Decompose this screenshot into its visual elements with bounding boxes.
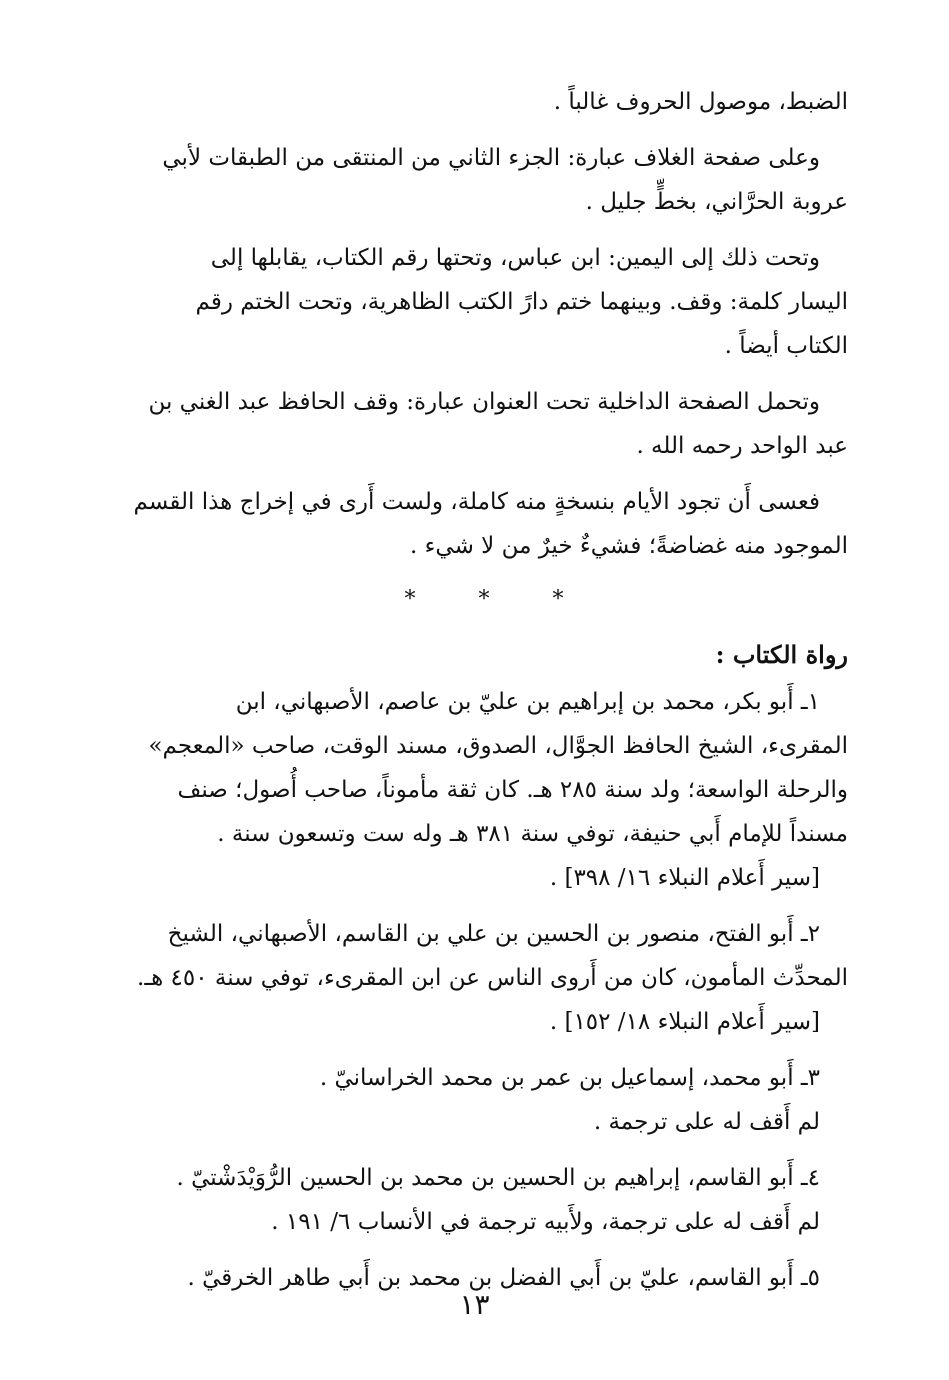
narrator-entry-3 (148, 1056, 848, 1144)
paragraph-1 (148, 80, 848, 124)
narrator-entry-4 (148, 1156, 848, 1244)
narrator-entry-2 (137, 912, 848, 1044)
text-line: اليسار كلمة: وقف. وبينهما ختم دارً الكتب الظاهرية، وتحت الختم رقم (195, 289, 848, 315)
text-line: ٢ـ أَبو الفتح، منصور بن الحسين بن علي بن القاسم، الأصبهاني، الشيخ (167, 921, 820, 947)
text-line: الضبط، موصول الحروف غالباً . (553, 89, 848, 115)
text-line: مسنداً للإمام أَبي حنيفة، توفي سنة ٣٨١ هـ وله ست وتسعون سنة . (217, 821, 848, 847)
text-line: والرحلة الواسعة؛ ولد سنة ٢٨٥ هـ. كان ثقة مأموناً، صاحب أُصول؛ صنف (177, 777, 848, 803)
text-line: وعلى صفحة الغلاف عبارة: الجزء الثاني من المنتقى من الطبقات لأبي (162, 145, 820, 171)
text-line: المحدِّث المأمون، كان من أَروى الناس عن ابن المقرىء، توفي سنة ٤٥٠ هـ. (137, 965, 848, 991)
text-line: فعسى أَن تجود الأيام بنسخةٍ منه كاملة، ولست أَرى في إخراج هذا القسم (133, 489, 820, 515)
source-reference: [سير أَعلام النبلاء ١٨/ ١٥٢] . (549, 1009, 820, 1035)
text-line: وتحت ذلك إلى اليمين: ابن عباس، وتحتها رقم الكتاب، يقابلها إلى (210, 245, 820, 271)
text-line: ١ـ أَبو بكر، محمد بن إبراهيم بن عليّ بن عاصم، الأصبهاني، ابن (235, 689, 820, 715)
text-line: الموجود منه غضاضةً؛ فشيءٌ خيرٌ من لا شيء . (409, 533, 848, 559)
source-reference: لم أَقف له على ترجمة، ولأَبيه ترجمة في الأنساب ٦/ ١٩١ . (271, 1209, 820, 1235)
paragraph-3 (148, 236, 848, 368)
paragraph-4 (148, 380, 848, 468)
source-reference: [سير أَعلام النبلاء ١٦/ ٣٩٨] . (549, 865, 820, 891)
narrator-entry-1 (148, 680, 848, 900)
text-line: الكتاب أيضاً . (724, 333, 848, 359)
paragraph-2 (148, 136, 848, 224)
text-line: ٤ـ أَبو القاسم، إبراهيم بن الحسين بن محمد بن الحسين الرُّوَيْدَشْتيّ . (176, 1165, 820, 1191)
text-line: عروبة الحرَّاني، بخطٍّ جليل . (585, 189, 848, 215)
section-separator: * * * (404, 587, 592, 612)
text-line: وتحمل الصفحة الداخلية تحت العنوان عبارة: وقف الحافظ عبد الغني بن (148, 389, 820, 415)
paragraph-5 (133, 480, 848, 568)
page-number: ١٣ (459, 1288, 490, 1321)
section-heading: رواة الكتاب : (715, 640, 848, 669)
text-line: المقرىء، الشيخ الحافظ الجوَّال، الصدوق، مسند الوقت، صاحب «المعجم» (148, 733, 848, 759)
page-body (133, 80, 848, 1312)
text-line: ٣ـ أَبو محمد، إسماعيل بن عمر بن محمد الخراسانيّ . (319, 1065, 820, 1091)
text-line: ٥ـ أَبو القاسم، عليّ بن أَبي الفضل بن محمد بن أَبي طاهر الخرقيّ . (187, 1265, 820, 1291)
text-line: عبد الواحد رحمه الله . (636, 433, 848, 459)
source-reference: لم أَقف له على ترجمة . (593, 1109, 820, 1135)
